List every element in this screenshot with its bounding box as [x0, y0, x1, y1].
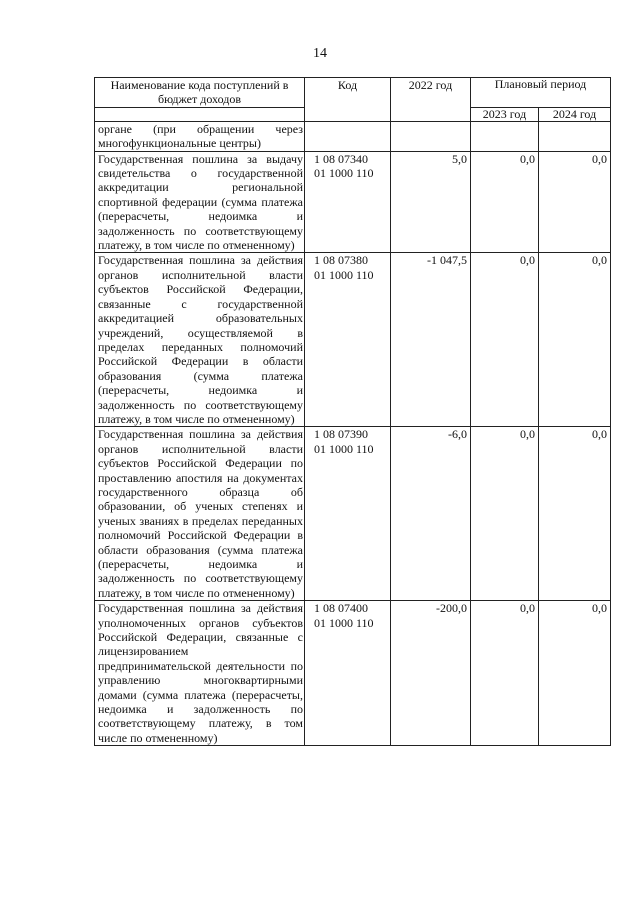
- header-2024: 2024 год: [539, 107, 611, 121]
- header-2022: 2022 год: [391, 78, 471, 122]
- table-row: [95, 601, 611, 746]
- row-value-2023: [471, 121, 539, 151]
- header-2023: 2023 год: [471, 107, 539, 121]
- row-value-2022: -1 047,5: [391, 253, 471, 427]
- row-value-2023: 0,0: [471, 427, 539, 601]
- header-planned-period: Плановый период: [471, 78, 611, 108]
- row-code: [305, 253, 391, 427]
- table-row: [95, 427, 611, 601]
- row-code-part2: 01 1000 110: [314, 267, 374, 282]
- row-name: Государственная пошлина за действия органов исполнительной власти субъектов Российской Федерации по проставлению апостиля на документах государственного образца об образовании, об ученых степенях и ученых званиях в пределах переданных полномочий Российской Федерации в области образования (сумма платежа (перерасчеты, недоимка и задолженность по соответствующему платежу, в том числе по отмененному): [95, 427, 305, 601]
- header-name: Наименование кода поступлений в бюджет доходов: [95, 78, 305, 108]
- page-number: 14: [313, 46, 327, 61]
- row-name: Государственная пошлина за действия уполномоченных органов субъектов Российской Федерации, связанные с лицензированием предпринимательской деятельности по управлению многоквартирными домами (сумма платежа (перерасчеты, недоимка и задолженность по соответствующему платежу, в том числе по отмененному): [95, 601, 305, 746]
- row-code-part2: 01 1000 110: [314, 615, 374, 630]
- row-name: Государственная пошлина за выдачу свидетельства о государственной аккредитации региональной спортивной федерации (сумма платежа (перерасчеты, недоимка и задолженность по соответствующему платежу, в том числе по отмененному): [95, 151, 305, 253]
- row-value-2023: 0,0: [471, 601, 539, 746]
- table-row: [95, 253, 611, 427]
- row-value-2023: 0,0: [471, 253, 539, 427]
- row-name: органе (при обращении через многофункциональные центры): [95, 121, 305, 151]
- row-code: [305, 151, 391, 253]
- table-header: [95, 78, 611, 122]
- row-value-2024: 0,0: [539, 427, 611, 601]
- table-row: [95, 121, 611, 151]
- row-value-2024: [539, 121, 611, 151]
- row-value-2024: 0,0: [539, 253, 611, 427]
- row-code-part2: 01 1000 110: [314, 441, 374, 456]
- row-code: [305, 427, 391, 601]
- row-code-part2: 01 1000 110: [314, 166, 374, 181]
- row-code: [305, 121, 391, 151]
- row-value-2024: 0,0: [539, 151, 611, 253]
- revenue-table: [94, 77, 611, 746]
- row-code-part1: 1 08 07390: [314, 427, 368, 442]
- row-code-part1: 1 08 07400: [314, 601, 368, 616]
- header-code: Код: [305, 78, 391, 122]
- row-value-2022: -6,0: [391, 427, 471, 601]
- row-value-2022: -200,0: [391, 601, 471, 746]
- row-value-2024: 0,0: [539, 601, 611, 746]
- row-value-2022: 5,0: [391, 151, 471, 253]
- table-row: [95, 151, 611, 253]
- header-name-tail: [95, 107, 305, 121]
- row-value-2022: [391, 121, 471, 151]
- row-code: [305, 601, 391, 746]
- row-code-part1: 1 08 07340: [314, 151, 368, 166]
- row-name: Государственная пошлина за действия органов исполнительной власти субъектов Российской Федерации, связанные с государственной аккредитацией образовательных учреждений, осуществляемой в пределах переданных полномочий Российской Федерации в области образования (сумма платежа (перерасчеты, недоимка и задолженность по соответствующему платежу, в том числе по отмененному): [95, 253, 305, 427]
- row-code-part1: 1 08 07380: [314, 253, 368, 268]
- row-value-2023: 0,0: [471, 151, 539, 253]
